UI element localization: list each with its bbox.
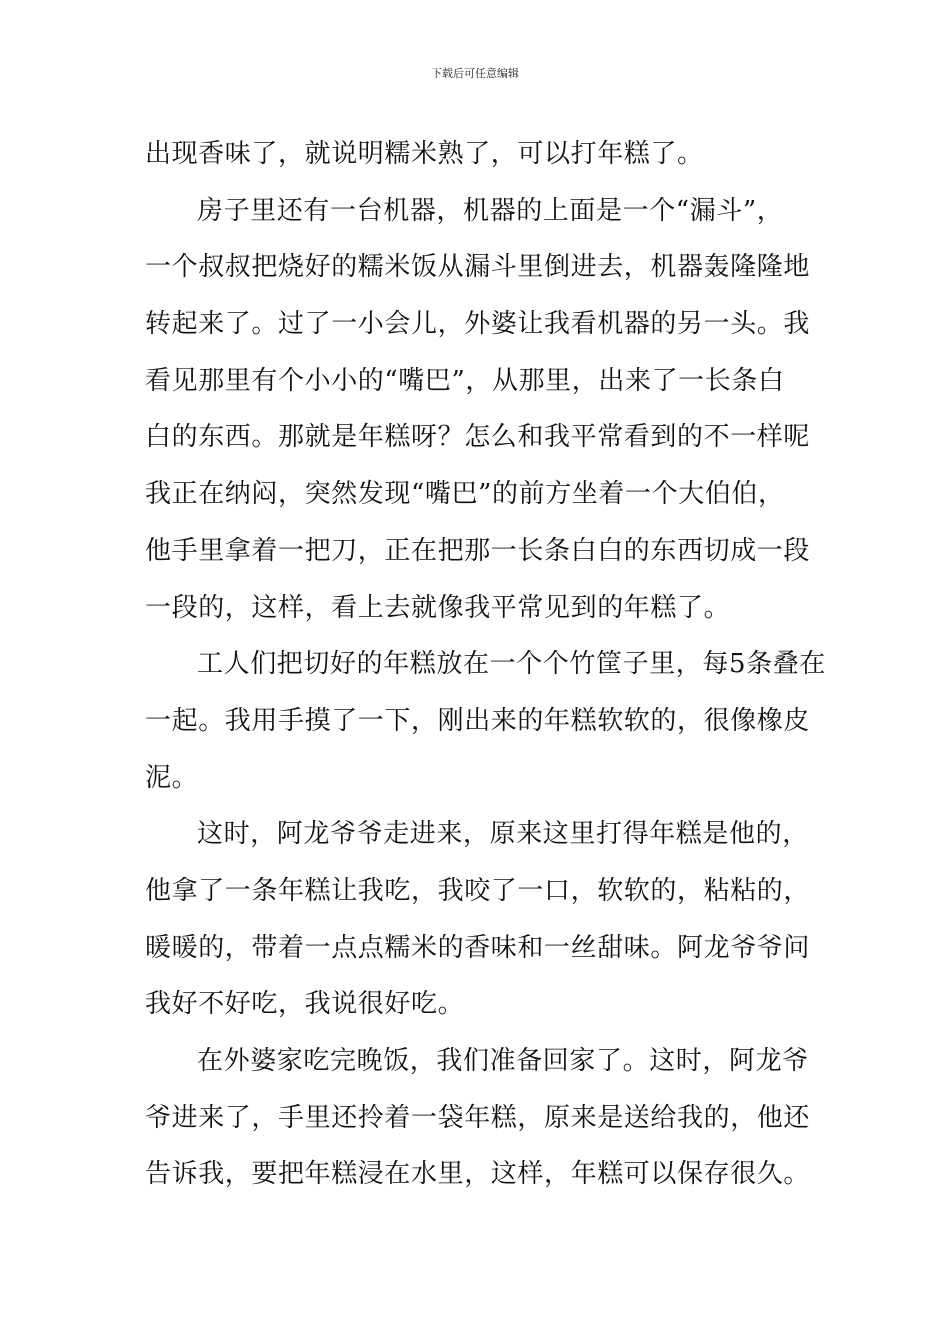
- document-body: [145, 126, 826, 1203]
- paragraph-start-line: 房子里还有一台机器，机器的上面是一个“漏斗”，: [197, 195, 784, 226]
- text-line: 他拿了一条年糕让我吃，我咬了一口，软软的，粘粘的，: [145, 875, 811, 906]
- text-line: 白的东西。那就是年糕呀？怎么和我平常看到的不一样呢: [145, 422, 811, 453]
- paragraph-start-line: 这时，阿龙爷爷走进来，原来这里打得年糕是他的，: [197, 819, 809, 850]
- page-header: 下载后可任意编辑: [431, 67, 519, 80]
- text-line: 一个叔叔把烧好的糯米饭从漏斗里倒进去，机器轰隆隆地: [145, 252, 811, 283]
- text-line: 我好不好吃，我说很好吃。: [145, 989, 465, 1020]
- text-line: 一起。我用手摸了一下，刚出来的年糕软软的，很像橡皮: [145, 705, 811, 736]
- text-line: 转起来了。过了一小会儿，外婆让我看机器的另一头。我: [145, 309, 811, 340]
- text-line: 他手里拿着一把刀，正在把那一长条白白的东西切成一段: [145, 535, 811, 566]
- paragraph-start-line: 工人们把切好的年糕放在一个个竹筐子里，每5条叠在: [197, 649, 826, 680]
- text-line: 泥。: [145, 762, 199, 793]
- text-line: 出现香味了，就说明糯米熟了，可以打年糕了。: [145, 139, 704, 169]
- text-line: 一段的，这样，看上去就像我平常见到的年糕了。: [145, 592, 731, 623]
- text-line: 爷进来了，手里还拎着一袋年糕，原来是送给我的，他还: [145, 1102, 811, 1133]
- text-line: 暖暖的，带着一点点糯米的香味和一丝甜味。阿龙爷爷问: [145, 932, 811, 963]
- text-line: 告诉我，要把年糕浸在水里，这样，年糕可以保存很久。: [145, 1159, 811, 1190]
- paragraph-start-line: 在外婆家吃完晚饭，我们准备回家了。这时，阿龙爷: [197, 1046, 809, 1076]
- text-line: 看见那里有个小小的“嘴巴”，从那里，出来了一长条白: [145, 365, 785, 396]
- text-line: 我正在纳闷，突然发现“嘴巴”的前方坐着一个大伯伯，: [145, 479, 785, 510]
